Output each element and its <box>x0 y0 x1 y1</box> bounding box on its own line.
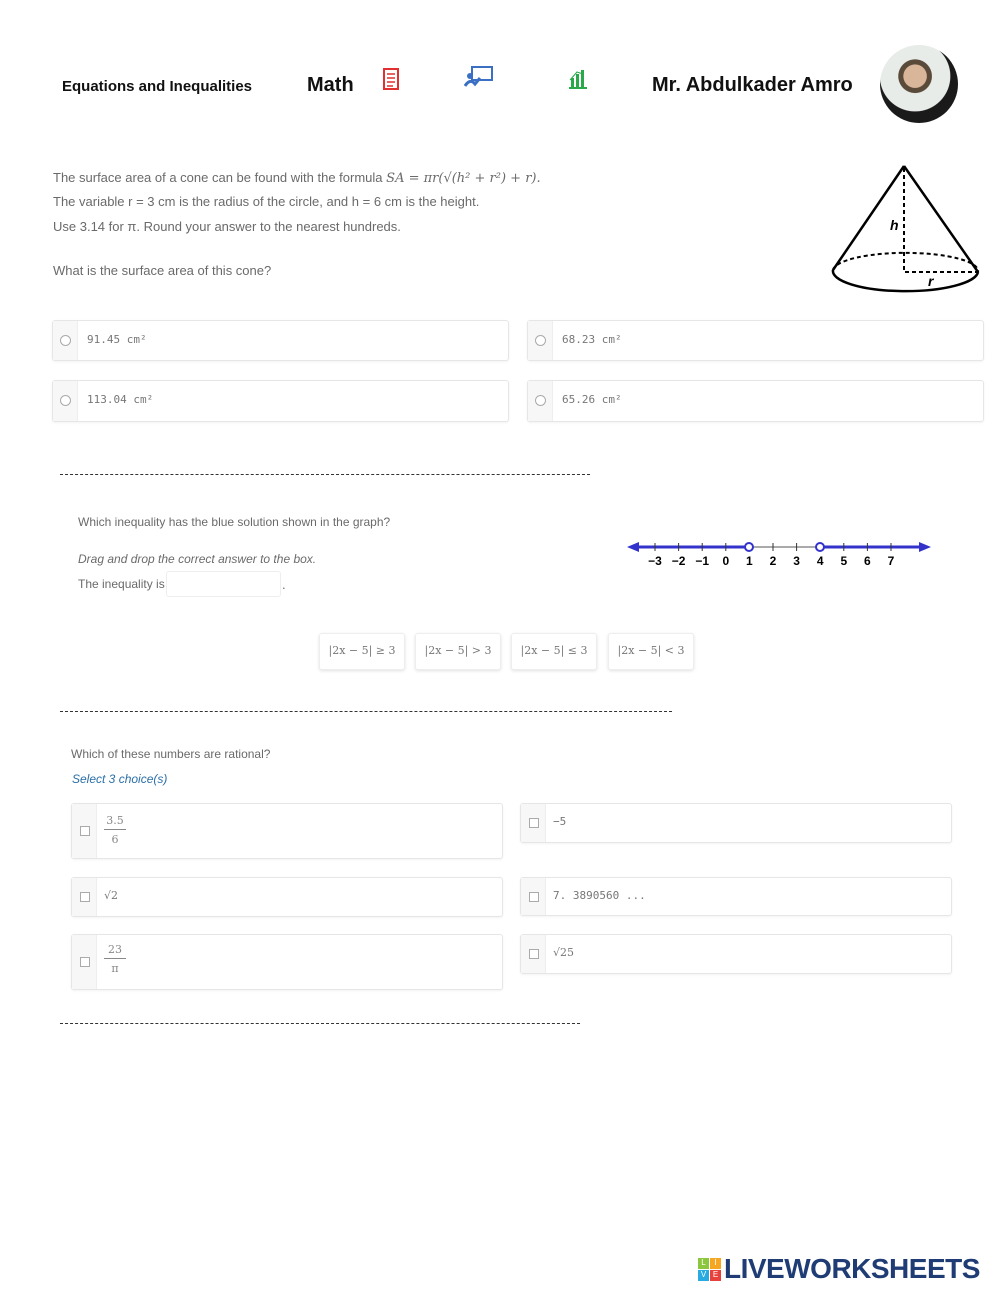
tick-label: −1 <box>695 554 710 568</box>
period: . <box>282 577 286 592</box>
q1-question: What is the surface area of this cone? <box>53 263 272 278</box>
answer-drop-box[interactable] <box>166 571 281 597</box>
drag-choice[interactable]: |2x − 5| < 3 <box>608 633 694 670</box>
open-point-4 <box>816 543 824 551</box>
cone-r-label: r <box>928 273 934 289</box>
q3-question: Which of these numbers are rational? <box>71 747 271 761</box>
tick-label: 1 <box>746 554 753 568</box>
tick-label: 0 <box>722 554 730 568</box>
drag-choice[interactable]: |2x − 5| > 3 <box>415 633 501 670</box>
tick-label: 5 <box>840 554 848 568</box>
q3-option[interactable]: $\frac{3.5}{6}$ <box>71 803 503 859</box>
q2-question: Which inequality has the blue solution shown in the graph? <box>78 515 391 529</box>
open-point-1 <box>745 543 753 551</box>
teacher-board-icon[interactable] <box>464 66 494 88</box>
checkbox[interactable] <box>529 818 539 828</box>
q3-option[interactable]: √25 <box>520 934 952 974</box>
radio-button[interactable] <box>535 395 546 406</box>
checkbox[interactable] <box>80 826 90 836</box>
tick-label: 7 <box>887 554 895 568</box>
q3-option[interactable]: $\frac{23}{\pi}$ <box>71 934 503 990</box>
teacher-avatar <box>880 45 958 123</box>
divider <box>60 474 590 475</box>
divider <box>60 1023 580 1024</box>
checkbox[interactable] <box>529 892 539 902</box>
q3-option[interactable]: −5 <box>520 803 952 843</box>
q3-option[interactable]: √2 <box>71 877 503 917</box>
checkbox[interactable] <box>529 949 539 959</box>
q1-text-line2: The variable r = 3 cm is the radius of the circle, and h = 6 cm is the height. <box>53 194 480 209</box>
cone-h-label: h <box>890 217 899 233</box>
teacher-name: Mr. Abdulkader Amro <box>652 74 853 96</box>
tick-label: 2 <box>769 554 777 568</box>
tick-label: 4 <box>816 554 824 568</box>
liveworksheets-logo-blocks: L I V E <box>698 1258 721 1281</box>
number-line <box>625 538 935 570</box>
checklist-icon[interactable] <box>383 68 399 90</box>
q1-text-line1: The surface area of a cone can be found with the formula SA = πr(√(h² + r²) + r). <box>53 170 541 186</box>
cone-diagram <box>830 162 985 298</box>
radio-button[interactable] <box>60 335 71 346</box>
divider <box>60 711 672 712</box>
q2-instruction: Drag and drop the correct answer to the box. <box>78 552 317 566</box>
q1-text-line3: Use 3.14 for π. Round your answer to the nearest hundreds. <box>53 219 401 234</box>
worksheet-topic: Equations and Inequalities <box>62 78 253 95</box>
q3-option[interactable]: 7. 3890560 ... <box>520 877 952 916</box>
q1-option[interactable]: 113.04 cm² <box>52 380 509 422</box>
checkbox[interactable] <box>80 957 90 967</box>
tick-label: −3 <box>648 554 662 568</box>
drag-choice[interactable]: |2x − 5| ≤ 3 <box>511 633 597 670</box>
drag-choice[interactable]: |2x − 5| ≥ 3 <box>319 633 405 670</box>
tick-label: 6 <box>864 554 871 568</box>
subject-label: Math <box>307 74 354 96</box>
q1-option[interactable]: 91.45 cm² <box>52 320 509 361</box>
radio-button[interactable] <box>535 335 546 346</box>
liveworksheets-logo: LIVEWORKSHEETS <box>724 1253 980 1284</box>
q2-prompt: The inequality is <box>78 577 165 591</box>
radio-button[interactable] <box>60 395 71 406</box>
bar-chart-icon[interactable] <box>567 68 589 90</box>
cone-formula: SA = πr(√(h² + r²) + r). <box>386 171 541 186</box>
tick-label: 3 <box>793 554 800 568</box>
checkbox[interactable] <box>80 892 90 902</box>
q3-hint: Select 3 choice(s) <box>72 772 168 786</box>
q1-option[interactable]: 68.23 cm² <box>527 320 984 361</box>
tick-label: −2 <box>671 554 686 568</box>
q1-option[interactable]: 65.26 cm² <box>527 380 984 422</box>
